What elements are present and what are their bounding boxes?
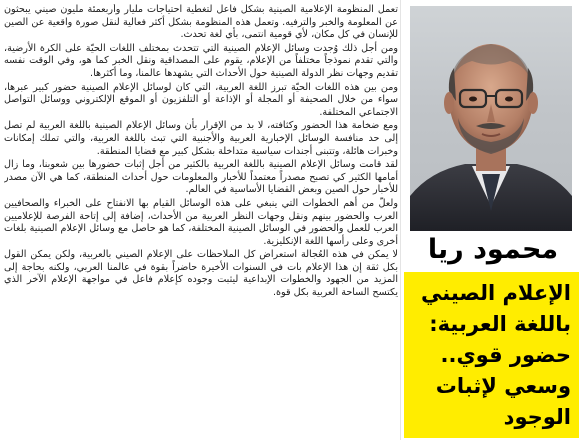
article-paragraph: ومن أجل ذلك وُجدت وسائل الإعلام الصينية التي تتحدث بمختلف اللغات الحيّة على الكرة الأرضية، والتي تقدم نموذجاً مختلفاً من الإعلام، يقوم على المصداقية ونقل الخبر كما هو، وفي الوقت نفسه تقديم وجهات نظر الدولة الصينية حول الأحداث التي يشهدها عالمنا، وما أكثرها.	[4, 42, 398, 79]
headline-line: باللغة العربية:	[429, 312, 571, 336]
portrait-photo-icon	[410, 6, 572, 231]
column-divider	[400, 0, 401, 440]
author-photo	[410, 6, 572, 231]
headline-box	[404, 272, 579, 438]
headline-line: وسعي لإثبات	[435, 374, 571, 398]
article-paragraph: ولعلّ من أهم الخطوات التي ينبغي على هذه الوسائل القيام بها الانفتاح على الخبراء والصحافيين العرب والحضور بينهم ونقل وجهات النظر العربية من الأحداث، إضافة إلى إتاحة الفرصة للإعلاميين العرب للعمل والحضور في الوسائل الصينية المختلفة، كما هو حاصل مع وسائل الإعلام الصينية بلغات أخرى وعلى رأسها اللغة الإنكليزية.	[4, 197, 398, 247]
article-paragraph: ومع ضخامة هذا الحضور وكثافته، لا بد من الإقرار بأن وسائل الإعلام الصينية باللغة العربية لم تصل إلى حد منافسة الوسائل الإخبارية العربية والأجنبية التي تبث باللغة العربية، والتي تملك إمكانات وخبرات هائلة، وتتبنى أجندات سياسية متداخلة بشكل كبير مع قضايا المنطقة.	[4, 120, 398, 157]
article-paragraph: لا يمكن في هذه العُجالة استعراض كل الملاحظات على الإعلام الصيني بالعربية، ولكن يمكن القول بكل ثقة إن هذا الإعلام بات في السنوات الأخيرة حاضراً بقوة في عالمنا العربي، ولكنه بحاجة إلى المزيد من الجهود والخطوات الإبداعية ليثبت وجوده كإعلام فاعل في مواجهة الإعلام الآخر الذي يكتسح الساحة العربية بكل قوة.	[4, 249, 398, 299]
article-body	[4, 4, 398, 438]
headline-line: الإعلام الصيني	[421, 281, 571, 305]
headline-line: حضور قوي..	[440, 343, 571, 367]
article-paragraph: ومن بين هذه اللغات الحيّة تبرز اللغة العربية، التي كان لوسائل الإعلام الصينية حضور كبير عبرها، سواء من خلال الصحيفة أو المجلة أو الإذاعة أو التلفزيون أو الموقع الإلكتروني ووسائل التواصل الاجتماعي المختلفة.	[4, 81, 398, 118]
headline-line: الوجود	[503, 405, 571, 429]
article-paragraph: تعمل المنظومة الإعلامية الصينية بشكل فاعل لتغطية احتياجات مليار وأربعمئة مليون صيني يبحثون عن المعلومة والخبر والترفيه. وتعمل هذه المنظومة بشكل أكثر فعالية لنقل صورة واقعية عن الصين للإنسان في كل مكان، لأي قومية انتمى، بأي لغة تحدث.	[4, 4, 398, 41]
article-paragraph: لقد قامت وسائل الإعلام الصينية باللغة العربية بالكثير من أجل إثبات حضورها بين شعوبنا، وما زال أمامها الكثير كي تصبح مصدراً معتمداً للأخبار والمعلومات حول أحداث المنطقة، كما هي الآن مصدر للأخبار حول الصين وبعض القضايا الأساسية في العالم.	[4, 159, 398, 196]
author-name: محمود ريا	[427, 234, 559, 265]
